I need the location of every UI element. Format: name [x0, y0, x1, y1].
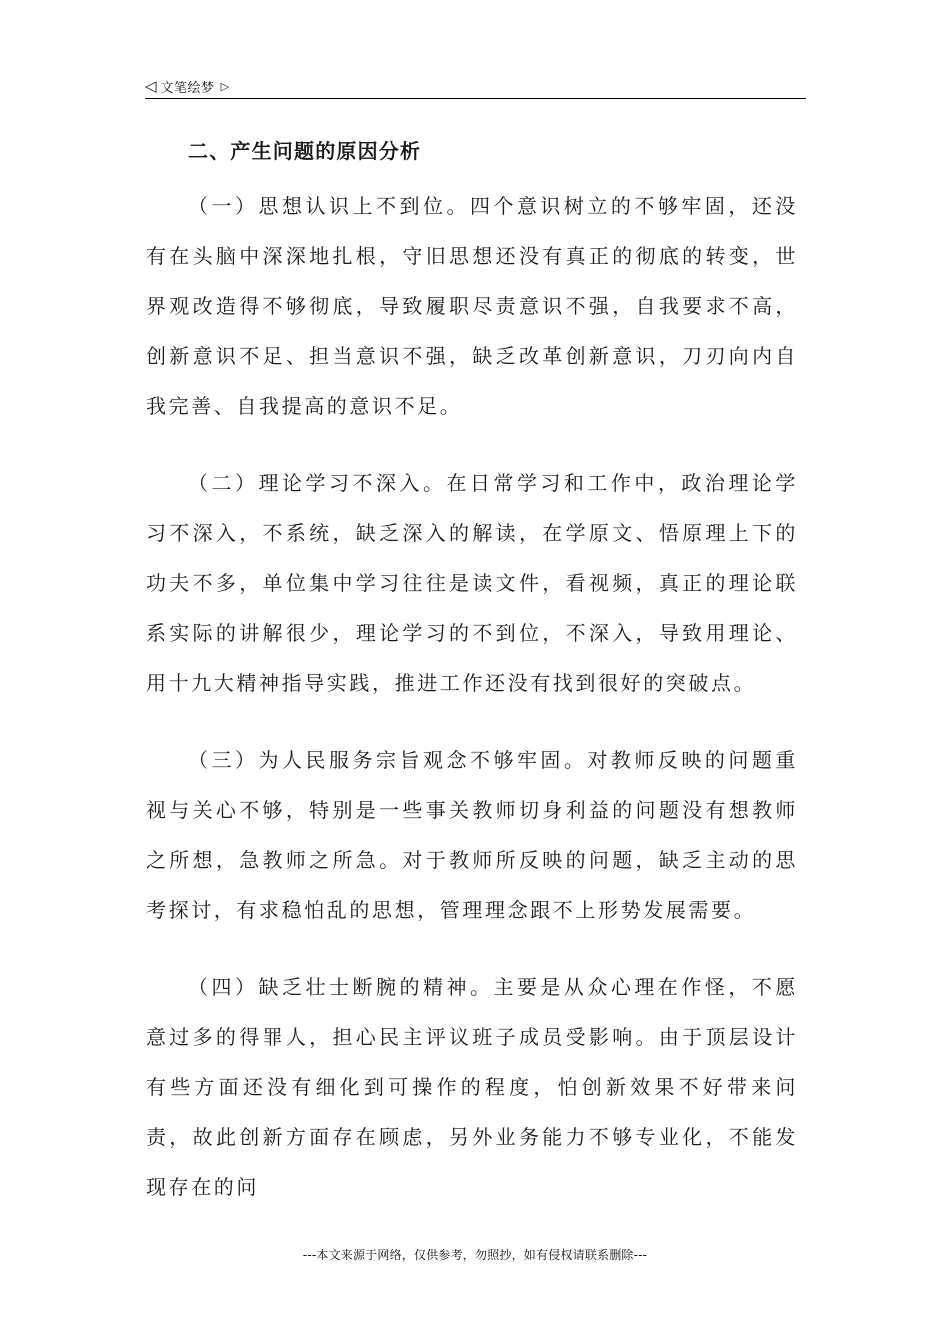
header-brand: 文笔绘梦	[160, 80, 215, 96]
left-triangle-icon: ◁	[145, 76, 157, 95]
paragraph-4: （四）缺乏壮士断腕的精神。主要是从众心理在作怪，不愿意过多的得罪人，担心民主评议班子成员受影响。由于顶层设计有些方面还没有细化到可操作的程度，怕创新效果不好带来问责，故此创新方面存在顾虑，另外业务能力不够专业化，不能发现存在的问	[146, 975, 798, 1199]
page-header	[145, 74, 806, 99]
paragraph-2: （二）理论学习不深入。在日常学习和工作中，政治理论学习不深入，不系统，缺乏深入的解读，在学原文、悟原理上下的功夫不多，单位集中学习往往是读文件，看视频，真正的理论联系实际的讲解很少，理论学习的不到位，不深入，导致用理论、用十九大精神指导实践，推进工作还没有找到很好的突破点。	[146, 471, 798, 695]
paragraph-1: （一）思想认识上不到位。四个意识树立的不够牢固，还没有在头脑中深深地扎根，守旧思想还没有真正的彻底的转变，世界观改造得不够彻底，导致履职尽责意识不强，自我要求不高，创新意识不足、担当意识不强，缺乏改革创新意识，刀刃向内自我完善、自我提高的意识不足。	[146, 194, 798, 418]
footer-disclaimer: ---本文来源于网络，仅供参考，勿照抄，如有侵权请联系删除---	[302, 1248, 648, 1262]
section-heading: 二、产生问题的原因分析	[188, 139, 422, 163]
paragraph-3: （三）为人民服务宗旨观念不够牢固。对教师反映的问题重视与关心不够，特别是一些事关教师切身利益的问题没有想教师之所想，急教师之所急。对于教师所反映的问题，缺乏主动的思考探讨，有求稳怕乱的思想，管理理念跟不上形势发展需要。	[146, 748, 798, 922]
document-body	[146, 132, 798, 1239]
right-triangle-icon: ▷	[220, 79, 230, 93]
